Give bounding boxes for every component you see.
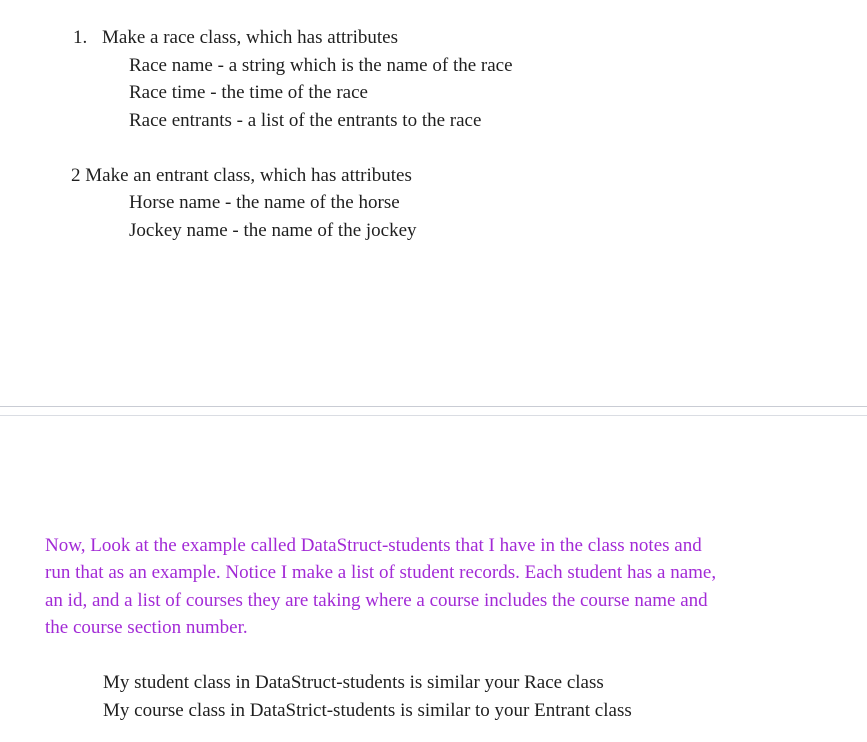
attribute-horse-name: Horse name - the name of the horse [129,192,400,213]
divider-shadow [0,415,867,416]
divider [0,406,867,407]
attribute-jockey-name: Jockey name - the name of the jockey [129,220,417,241]
note-line: an id, and a list of courses they are taking where a course includes the course name and [45,590,708,611]
comparison-line-race: My student class in DataStruct-students is similar your Race class [103,672,604,693]
note-line: Now, Look at the example called DataStruct-students that I have in the class notes and [45,535,702,556]
note-line: run that as an example. Notice I make a list of student records. Each student has a name, [45,562,717,583]
attribute-race-time: Race time - the time of the race [129,82,368,103]
attribute-race-name: Race name - a string which is the name of the race [129,55,513,76]
comparison-line-entrant: My course class in DataStrict-students is similar to your Entrant class [103,700,632,721]
list-number: 1. [73,27,88,48]
attribute-race-entrants: Race entrants - a list of the entrants to the race [129,110,482,131]
section-2-heading: 2 Make an entrant class, which has attributes [71,165,412,186]
note-line: the course section number. [45,617,248,638]
section-1-heading: Make a race class, which has attributes [102,27,398,48]
